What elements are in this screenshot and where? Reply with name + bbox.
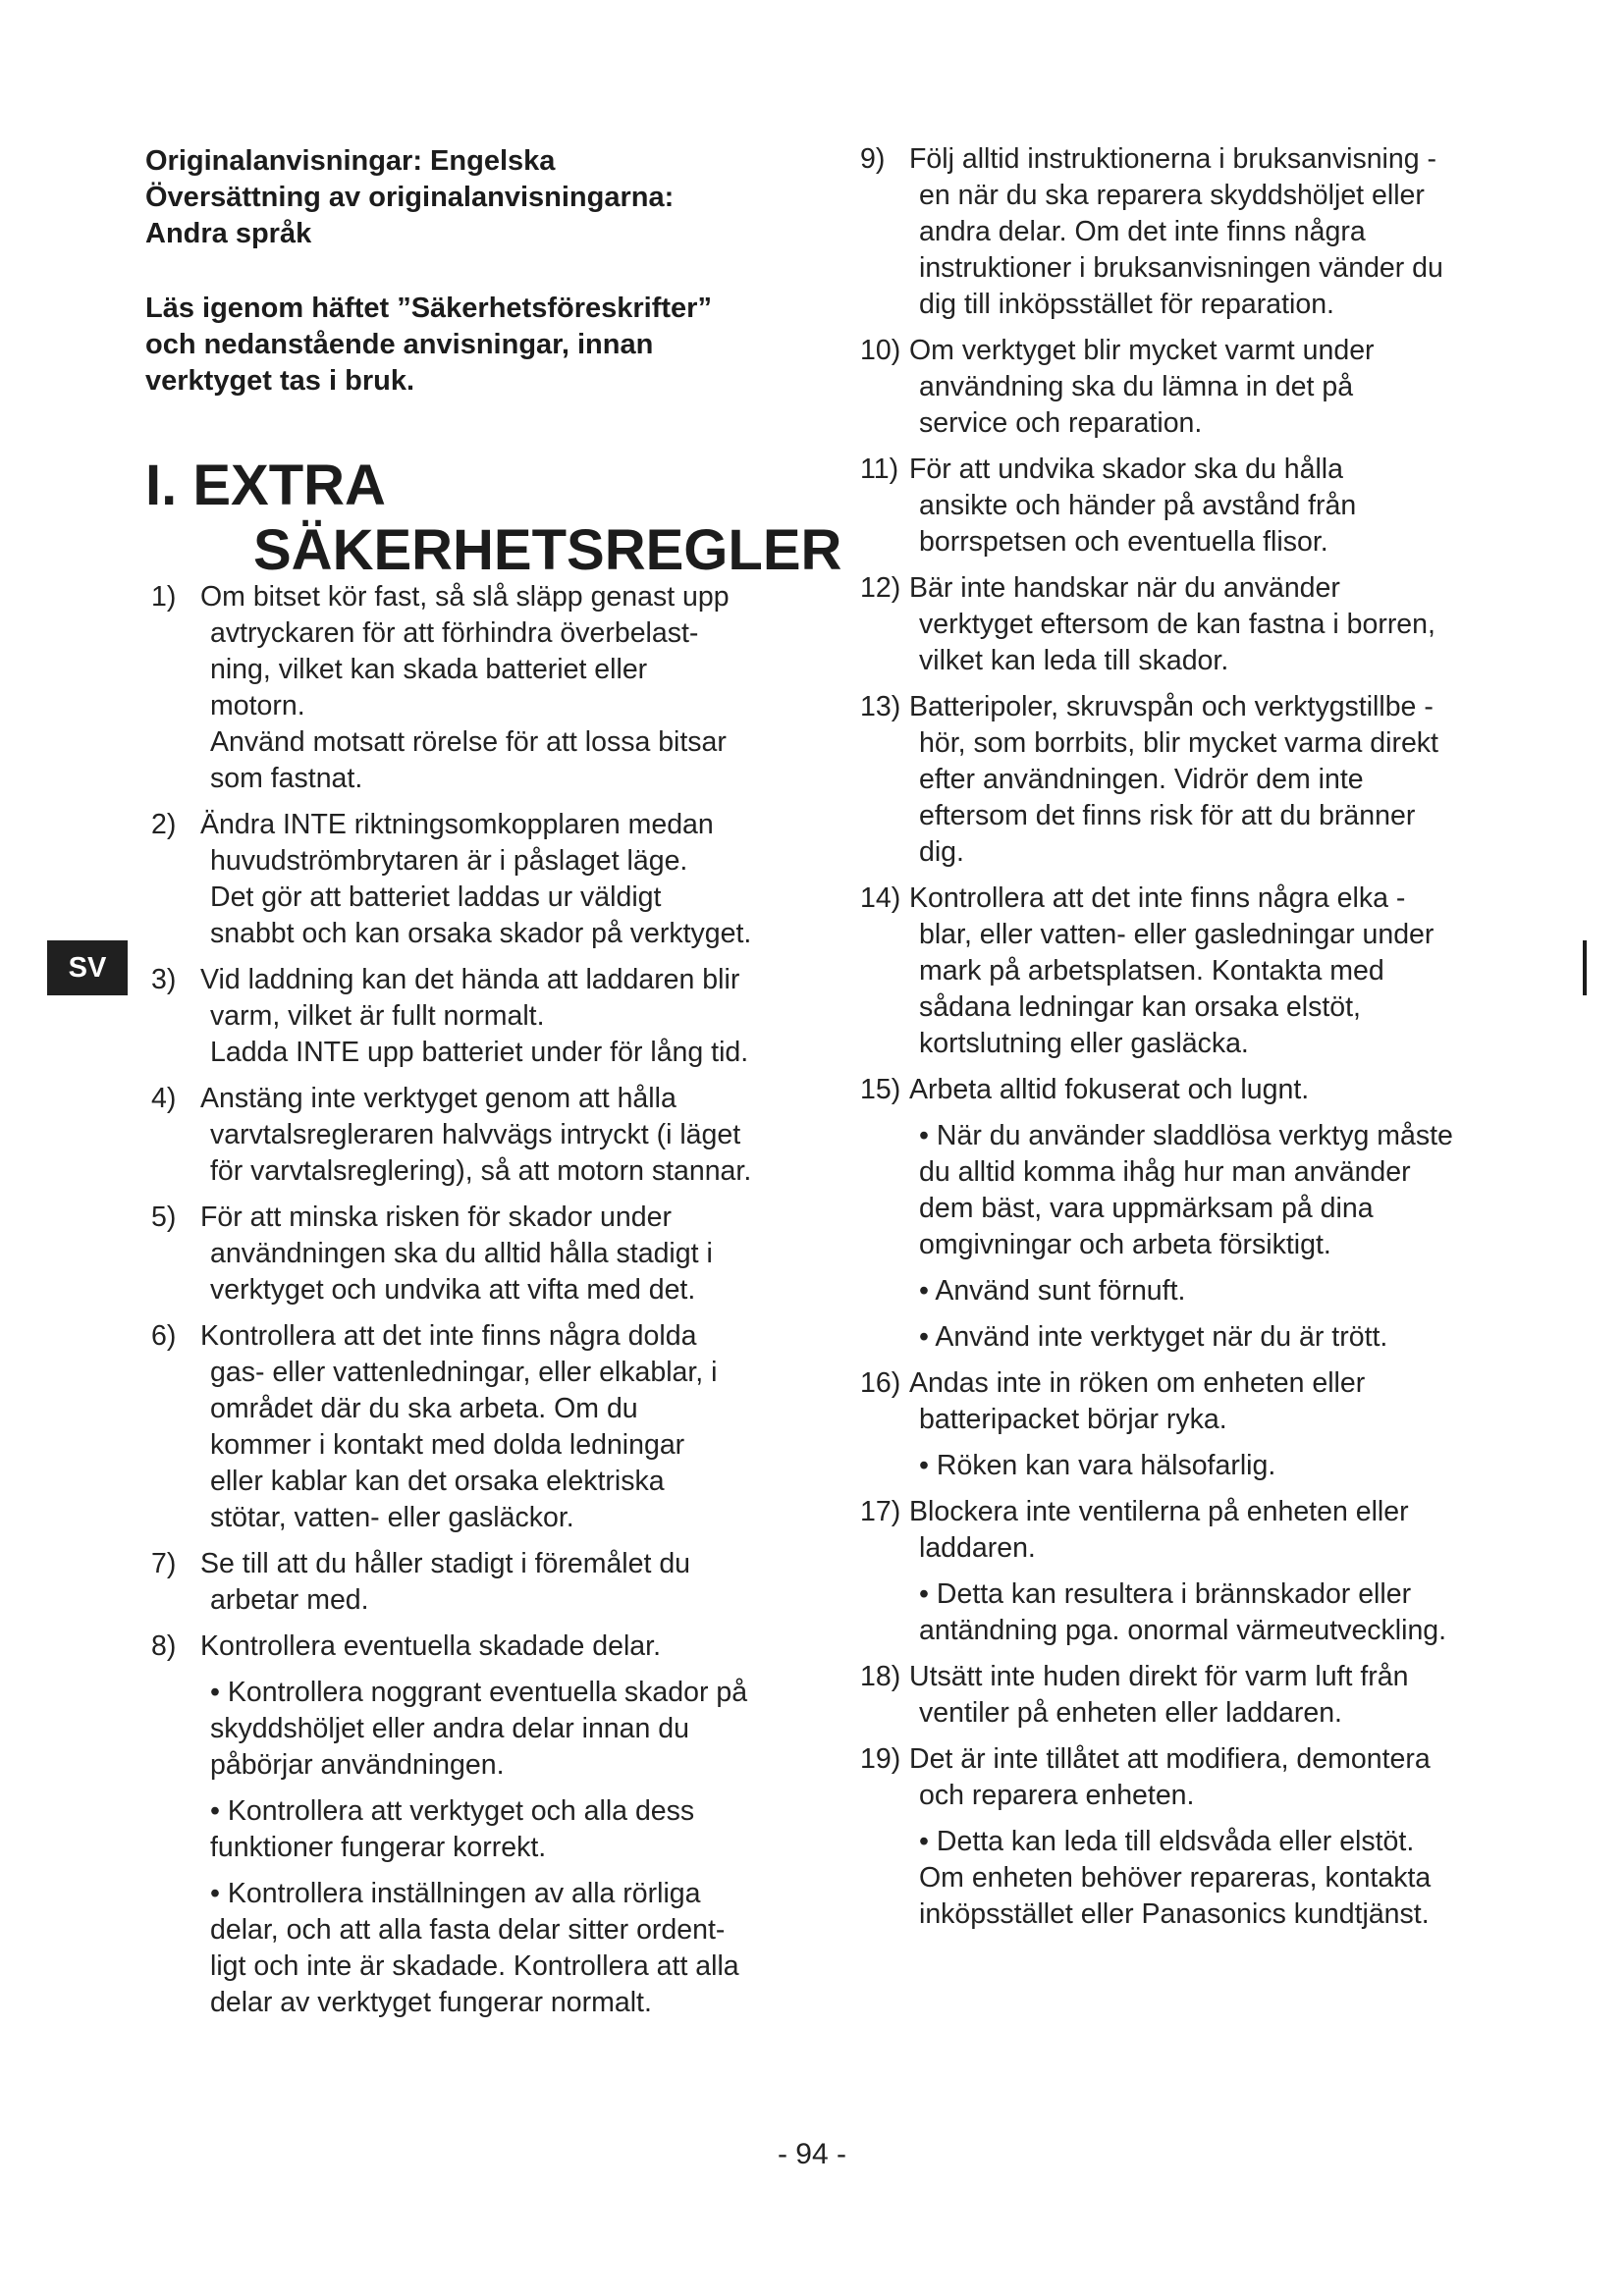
page-number: - 94 - [777,2138,847,2170]
safety-rule-text: För att minska risken för skador under [200,1201,672,1233]
safety-rule-line: gas- eller vattenledningar, eller elkablar, i [210,1357,718,1388]
safety-rule-text: Blockera inte ventilerna på enheten eller [909,1496,1409,1527]
safety-rule-text: Om bitset kör fast, så slå släpp genast upp [200,581,730,613]
bullet-line: funktioner fungerar korrekt. [210,1832,547,1863]
safety-rule-item [854,1494,1502,1567]
bullet-line: • Detta kan leda till eldsvåda eller elstöt. [919,1826,1415,1857]
safety-rule-number: 7) [151,1548,177,1579]
safety-rule-line [854,141,1502,178]
bullet-line: • Använd sunt förnuft. [919,1275,1186,1307]
bullet-line: du alltid komma ihåg hur man använder [919,1156,1411,1188]
bullet-point [145,1675,803,1784]
bullet-line: • Kontrollera inställningen av alla rörliga [210,1878,701,1909]
safety-rule-line: batteripacket börjar ryka. [919,1404,1227,1435]
safety-rule-line: Det gör att batteriet laddas ur väldigt [210,881,662,913]
safety-rule-item [854,689,1502,871]
bullet-line: • Kontrollera noggrant eventuella skador på [210,1677,748,1708]
safety-rule-line [854,881,1502,917]
safety-rule-number: 4) [151,1083,177,1114]
safety-rule-item [854,452,1502,561]
language-tab: SV [47,940,128,995]
safety-rule-line: service och reparation. [919,407,1203,439]
safety-rule-line [854,1072,1502,1108]
safety-rule-number: 8) [151,1630,177,1662]
safety-rule-item [145,1081,803,1190]
safety-rule-line [145,1081,803,1117]
bullet-line: • Röken kan vara hälsofarlig. [919,1450,1276,1481]
read-note-line: Läs igenom häftet ”Säkerhetsföreskrifter” [145,293,712,324]
safety-rule-line [145,807,803,843]
bullet-line: omgivningar och arbeta försiktigt. [919,1229,1331,1260]
read-note-line: och nedanstående anvisningar, innan [145,329,654,360]
safety-rule-line [854,1659,1502,1695]
bullet-line: påbörjar användningen. [210,1749,505,1781]
safety-rule-text: Det är inte tillåtet att modifiera, demontera [909,1743,1431,1775]
safety-rule-item [854,570,1502,679]
bullet-point [854,1824,1502,1933]
safety-rule-item [854,1072,1502,1108]
safety-rule-item [854,1659,1502,1732]
safety-rule-line: vilket kan leda till skador. [919,645,1229,676]
safety-rule-number: 15) [860,1074,901,1105]
language-note-line: Översättning av originalanvisningarna: [145,182,675,213]
safety-rule-number: 6) [151,1320,177,1352]
safety-rule-line: användningen ska du alltid hålla stadigt i [210,1238,713,1269]
safety-rule-number: 18) [860,1661,901,1692]
bullet-point [854,1273,1502,1309]
safety-rule-number: 11) [860,454,899,485]
bullet-point [854,1448,1502,1484]
bullet-line: • Använd inte verktyget när du är trött. [919,1321,1388,1353]
safety-rule-line: varvtalsregleraren halvvägs intryckt (i läget [210,1119,741,1150]
safety-rule-number: 13) [860,691,901,722]
safety-rule-text: Andas inte in röken om enheten eller [909,1367,1366,1399]
safety-rule-line: laddaren. [919,1532,1036,1564]
section-title-line-2: SÄKERHETSREGLER [253,518,842,582]
safety-rule-line [854,1494,1502,1530]
safety-rule-number: 16) [860,1367,901,1399]
safety-rule-number: 10) [860,335,901,366]
safety-rule-number: 9) [860,143,886,175]
bullet-point [854,1576,1502,1649]
safety-rule-item [854,141,1502,323]
safety-rule-line: arbetar med. [210,1584,369,1616]
safety-rule-item [145,807,803,952]
safety-rule-text: Anstäng inte verktyget genom att hålla [200,1083,677,1114]
safety-rule-line: Använd motsatt rörelse för att lossa bitsar [210,726,727,758]
safety-rule-text: Se till att du håller stadigt i föremålet du [200,1548,691,1579]
safety-rule-line: huvudströmbrytaren är i påslaget läge. [210,845,688,877]
safety-rule-line [145,1629,803,1665]
safety-rule-line [145,579,803,615]
safety-rule-number: 3) [151,964,177,995]
safety-rule-line: ansikte och händer på avstånd från [919,490,1357,521]
safety-rule-item [145,962,803,1071]
safety-rule-line: som fastnat. [210,763,363,794]
safety-rule-text: Kontrollera eventuella skadade delar. [200,1630,661,1662]
safety-rule-line [854,1365,1502,1402]
safety-rule-line: blar, eller vatten- eller gasledningar under [919,919,1435,950]
bullet-line: inköpsstället eller Panasonics kundtjänst. [919,1898,1430,1930]
safety-rule-line: snabbt och kan orsaka skador på verktyget. [210,918,752,949]
safety-rule-line: Ladda INTE upp batteriet under för lång tid. [210,1037,749,1068]
safety-rule-line [145,1318,803,1355]
safety-rule-text: Arbeta alltid fokuserat och lugnt. [909,1074,1310,1105]
safety-rule-line: eller kablar kan det orsaka elektriska [210,1466,665,1497]
safety-rule-line: avtryckaren för att förhindra överbelast- [210,617,699,649]
section-title-line-1: I. EXTRA [145,454,386,517]
safety-rule-line: instruktioner i bruksanvisningen vänder du [919,252,1443,284]
margin-marker-bar [1583,940,1587,995]
read-instructions-note [145,291,784,400]
safety-rule-line: ning, vilket kan skada batteriet eller [210,654,648,685]
safety-rule-line: kortslutning eller gasläcka. [919,1028,1249,1059]
safety-rule-line: borrspetsen och eventuella flisor. [919,526,1328,558]
safety-rule-item [854,1365,1502,1438]
safety-rule-line: varm, vilket är fullt normalt. [210,1000,545,1032]
safety-rule-line: för varvtalsreglering), så att motorn stannar. [210,1155,752,1187]
safety-rule-line [854,1741,1502,1778]
safety-rule-line [145,1546,803,1582]
safety-rule-item [145,1200,803,1308]
safety-rule-line [854,570,1502,607]
safety-rule-line: mark på arbetsplatsen. Kontakta med [919,955,1384,987]
safety-rule-line: en när du ska reparera skyddshöljet eller [919,180,1425,211]
safety-rule-number: 5) [151,1201,177,1233]
safety-rule-line: efter användningen. Vidrör dem inte [919,764,1364,795]
bullet-line: delar av verktyget fungerar normalt. [210,1987,652,2018]
safety-rule-text: Kontrollera att det inte finns några elka - [909,882,1406,914]
safety-rule-number: 2) [151,809,177,840]
safety-rule-text: Bär inte handskar när du använder [909,572,1340,604]
bullet-line: ligt och inte är skadade. Kontrollera att alla [210,1950,739,1982]
safety-rule-item [145,1318,803,1536]
safety-rule-line: dig till inköpsstället för reparation. [919,289,1334,320]
bullet-line: delar, och att alla fasta delar sitter ordent- [210,1914,726,1946]
safety-rule-text: Vid laddning kan det hända att laddaren blir [200,964,740,995]
bullet-point [854,1319,1502,1356]
section-title [145,454,842,583]
safety-rule-line: verktyget eftersom de kan fastna i borren, [919,609,1435,640]
safety-rule-line: området där du ska arbeta. Om du [210,1393,638,1424]
safety-rule-item [145,1629,803,1665]
safety-rule-number: 17) [860,1496,901,1527]
safety-rule-text: Utsätt inte huden direkt för varm luft från [909,1661,1409,1692]
bullet-line: Om enheten behöver repareras, kontakta [919,1862,1432,1894]
bullet-line: antändning pga. onormal värmeutveckling. [919,1615,1447,1646]
bullet-point [145,1793,803,1866]
safety-rule-line: andra delar. Om det inte finns några [919,216,1366,247]
language-note-line: Andra språk [145,218,312,249]
safety-rule-item [854,333,1502,442]
safety-rule-line [854,333,1502,369]
safety-rule-line: eftersom det finns risk för att du bränner [919,800,1416,831]
safety-rule-text: Följ alltid instruktionerna i bruksanvisning - [909,143,1436,175]
bullet-line: • När du använder sladdlösa verktyg måste [919,1120,1453,1151]
safety-rule-number: 12) [860,572,901,604]
safety-rule-line: stötar, vatten- eller gasläckor. [210,1502,574,1533]
safety-rule-text: Om verktyget blir mycket varmt under [909,335,1375,366]
safety-rule-line: och reparera enheten. [919,1780,1195,1811]
safety-rule-line: användning ska du lämna in det på [919,371,1354,402]
safety-rule-line: hör, som borrbits, blir mycket varma direkt [919,727,1438,759]
safety-rule-number: 1) [151,581,177,613]
safety-rule-item [145,1546,803,1619]
safety-rule-text: För att undvika skador ska du hålla [909,454,1343,485]
bullet-point [145,1876,803,2021]
safety-rule-text: Kontrollera att det inte finns några dolda [200,1320,697,1352]
bullet-line: • Detta kan resultera i brännskador eller [919,1578,1412,1610]
safety-rule-item [854,1741,1502,1814]
safety-rule-line: verktyget och undvika att vifta med det. [210,1274,696,1306]
bullet-point [854,1118,1502,1263]
safety-rule-line: kommer i kontakt med dolda ledningar [210,1429,685,1461]
safety-rule-number: 14) [860,882,901,914]
safety-rule-line: sådana ledningar kan orsaka elstöt, [919,991,1361,1023]
safety-rule-line [145,1200,803,1236]
safety-rule-line [854,452,1502,488]
safety-rule-item [854,881,1502,1062]
safety-rule-text: Ändra INTE riktningsomkopplaren medan [200,809,714,840]
safety-rule-line: motorn. [210,690,305,721]
language-note-line: Originalanvisningar: Engelska [145,145,556,177]
safety-rule-line [145,962,803,998]
safety-rule-line [854,689,1502,725]
safety-rule-number: 19) [860,1743,901,1775]
read-note-line: verktyget tas i bruk. [145,365,414,397]
bullet-line: • Kontrollera att verktyget och alla dess [210,1795,695,1827]
safety-rules-list-left [145,579,803,2031]
safety-rule-item [145,579,803,797]
safety-rule-text: Batteripoler, skruvspån och verktygstillbe - [909,691,1434,722]
safety-rules-list-right [854,141,1502,1943]
language-note [145,143,784,252]
bullet-line: dem bäst, vara uppmärksam på dina [919,1193,1374,1224]
safety-rule-line: dig. [919,836,964,868]
bullet-line: skyddshöljet eller andra delar innan du [210,1713,689,1744]
safety-rule-line: ventiler på enheten eller laddaren. [919,1697,1342,1729]
